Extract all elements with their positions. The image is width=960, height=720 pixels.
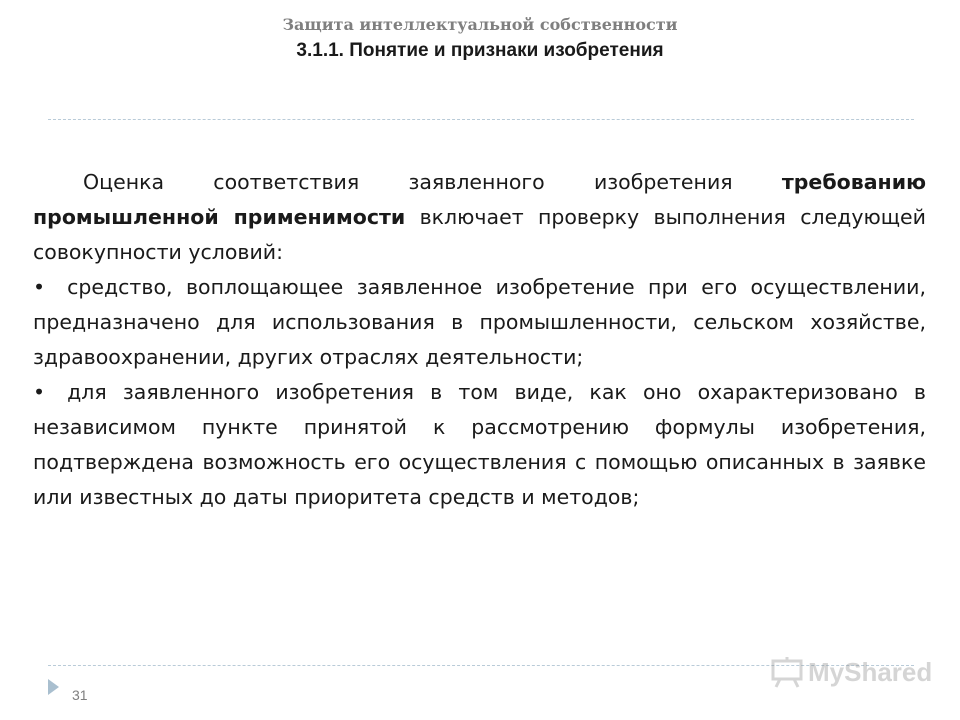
intro-emphasis: требованию промышленной применимости	[33, 170, 926, 229]
bullet-text: для заявленного изобретения в том виде, как оно охарактеризовано в независимом пункте принятой к рассмотрению формулы изобретения, подтверждена возможность его осуществления с помощью описанных в заявке или известных до даты приоритета средств и методов;	[33, 380, 926, 509]
intro-text-start: Оценка соответствия заявленного изобретения	[83, 170, 782, 194]
watermark	[770, 655, 932, 689]
course-subject: Защита интеллектуальной собственности	[282, 15, 678, 34]
triangle-right-icon	[48, 679, 59, 695]
slide-title: 3.1.1. Понятие и признаки изобретения	[296, 40, 664, 61]
bullet-marker: •	[33, 380, 46, 404]
presentation-board-icon	[770, 655, 804, 689]
intro-paragraph	[33, 165, 926, 270]
bullet-marker: •	[33, 275, 46, 299]
bullet-item	[33, 375, 926, 515]
bullet-item	[33, 270, 926, 375]
page-number: 31	[72, 687, 88, 703]
slide-header	[0, 14, 960, 64]
slide-body	[33, 165, 926, 515]
header-divider	[48, 119, 914, 120]
bullet-text: средство, воплощающее заявленное изобретение при его осуществлении, предназначено для использования в промышленности, сельском хозяйстве, здравоохранении, других отраслях деятельности;	[33, 275, 926, 369]
intro-text-end: включает проверку выполнения следующей совокупности условий:	[33, 205, 926, 264]
watermark-text: MyShared	[808, 656, 933, 687]
